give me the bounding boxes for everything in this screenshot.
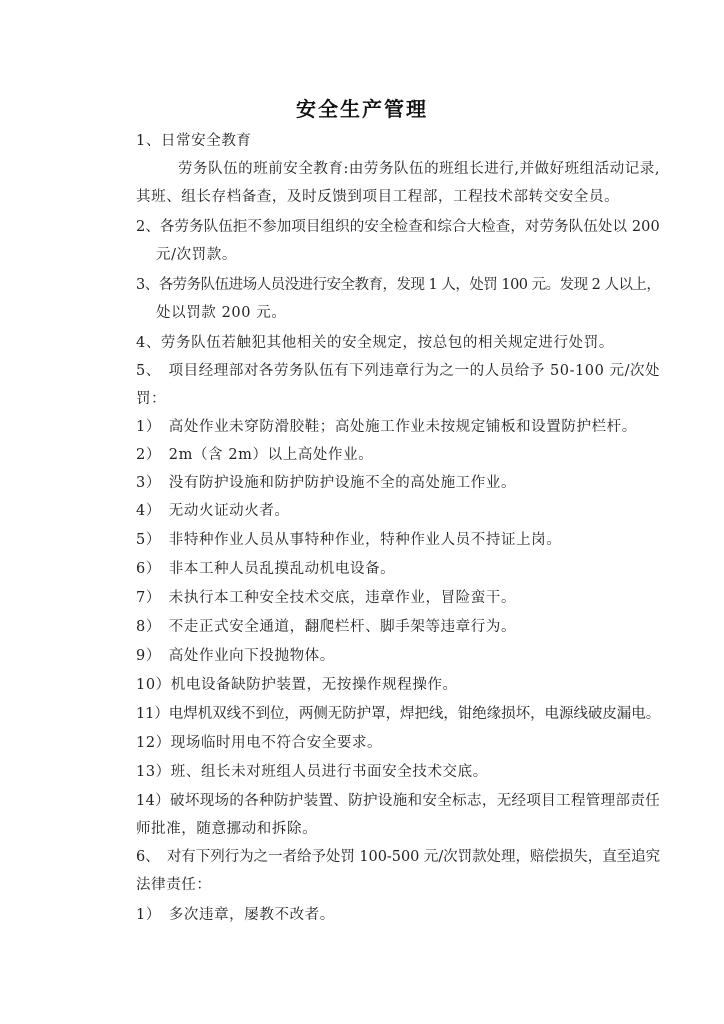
list-item: 4） 无动火证动火者。 xyxy=(136,503,290,519)
list-item: 5、 项目经理部对各劳务队伍有下列违章行为之一的人员给予 50-100 元/次处 xyxy=(136,363,661,379)
list-item: 5） 非特种作业人员从事特种作业，特种作业人员不持证上岗。 xyxy=(136,532,562,548)
paragraph-line: 罚： xyxy=(136,391,167,407)
list-item: 13）班、组长未对班组人员进行书面安全技术交底。 xyxy=(136,764,488,780)
list-item: 1） 多次违章，屡教不改者。 xyxy=(136,907,335,923)
list-item: 3） 没有防护设施和防护防护设施不全的高处施工作业。 xyxy=(136,475,517,491)
list-item: 7） 未执行本工种安全技术交底，违章作业，冒险蛮干。 xyxy=(136,590,517,606)
list-item: 9） 高处作业向下投抛物体。 xyxy=(136,648,335,664)
list-item: 4、劳务队伍若触犯其他相关的安全规定，按总包的相关规定进行处罚。 xyxy=(136,335,614,351)
list-item: 11）电焊机双线不到位，两侧无防护罩，焊把线，钳绝缘损坏，电源线破皮漏电。 xyxy=(136,706,661,722)
paragraph-line: 师批准，随意挪动和拆除。 xyxy=(136,821,318,837)
paragraph-line: 元/次罚款。 xyxy=(156,247,237,263)
paragraph-line: 劳务队伍的班前安全教育:由劳务队伍的班组长进行,并做好班组活动记录, xyxy=(178,161,661,177)
section-heading: 1、日常安全教育 xyxy=(136,133,252,149)
paragraph-line: 其班、组长存档备查，及时反馈到项目工程部，工程技术部转交安全员。 xyxy=(136,189,620,205)
list-item: 2、各劳务队伍拒不参加项目组织的安全检查和综合大检查，对劳务队伍处以 200 xyxy=(136,219,660,235)
paragraph-line: 法律责任： xyxy=(136,877,212,893)
list-item: 12）现场临时用电不符合安全要求。 xyxy=(136,735,383,751)
list-item: 2） 2m（含 2m）以上高处作业。 xyxy=(136,447,374,463)
list-item: 6、 对有下列行为之一者给予处罚 100-500 元/次罚款处理，赔偿损失，直至追究 xyxy=(136,849,661,865)
list-item: 3、各劳务队伍进场人员没进行安全教育，发现 1 人，处罚 100 元。发现 2 人以上， xyxy=(136,277,661,293)
list-item: 14）破坏现场的各种防护装置、防护设施和安全标志，无经项目工程管理部责任 xyxy=(136,793,661,809)
page-title: 安全生产管理 xyxy=(296,97,428,121)
paragraph-line: 处以罚款 200 元。 xyxy=(156,305,287,321)
list-item: 10）机电设备缺防护装置，无按操作规程操作。 xyxy=(136,677,458,693)
list-item: 8） 不走正式安全通道，翻爬栏杆、脚手架等违章行为。 xyxy=(136,619,517,635)
list-item: 1） 高处作业未穿防滑胶鞋；高处施工作业未按规定铺板和设置防护栏杆。 xyxy=(136,419,637,435)
list-item: 6） 非本工种人员乱摸乱动机电设备。 xyxy=(136,561,396,577)
